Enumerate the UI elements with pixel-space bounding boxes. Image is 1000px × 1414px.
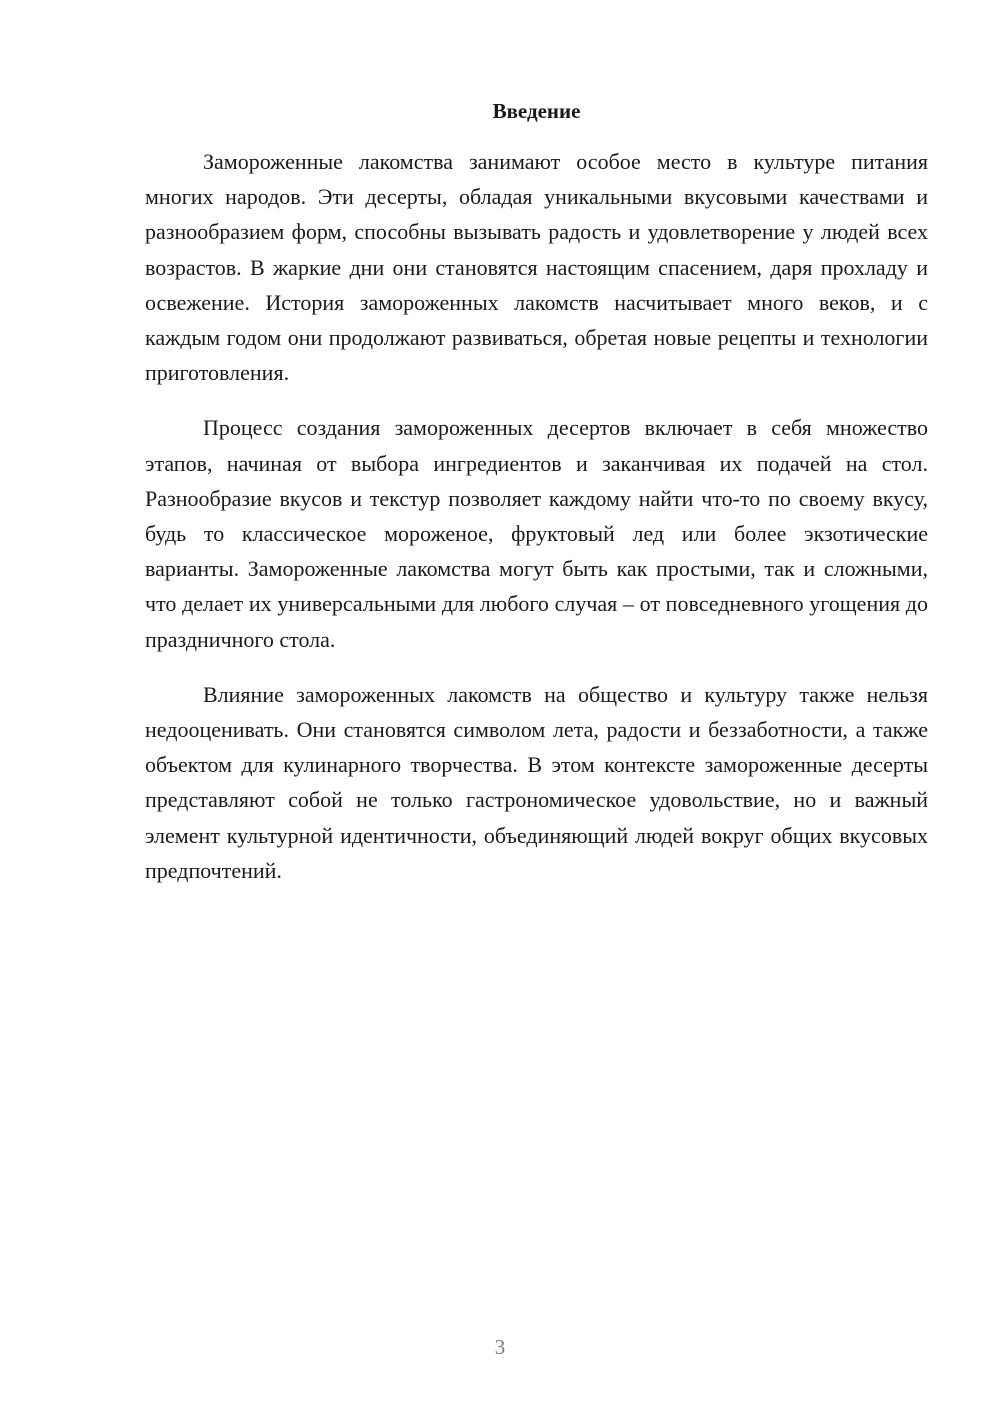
paragraph-1: Замороженные лакомства занимают особое место в культуре питания многих народов. Эти десерты, обладая уникальными вкусовыми качествами и разнообразием форм, способны вызывать радость и удовлетворение у людей всех возрастов. В жаркие дни они становятся настоящим спасением, даря прохладу и освежение. История замороженных лакомств насчитывает много веков, и с каждым годом они продолжают развиваться, обретая новые рецепты и технологии приготовления. [145,149,928,386]
section-title: Введение [492,99,581,123]
page-number: 3 [494,1335,506,1359]
paragraph-3: Влияние замороженных лакомств на общество и культуру также нельзя недооценивать. Они становятся символом лета, радости и беззаботности, а также объектом для кулинарного творчества. В этом контексте замороженные десерты представляют собой не только гастрономическое удовольствие, но и важный элемент культурной идентичности, объединяющий людей вокруг общих вкусовых предпочтений. [145,681,928,883]
page-content [145,96,928,908]
paragraph-2: Процесс создания замороженных десертов включает в себя множество этапов, начиная от выбора ингредиентов и заканчивая их подачей на стол. Разнообразие вкусов и текстур позволяет каждому найти что-то по своему вкусу, будь то классическое мороженое, фруктовый лед или более экзотические варианты. Замороженные лакомства могут быть как простыми, так и сложными, что делает их универсальными для любого случая – от повседневного угощения до праздничного стола. [145,415,928,652]
